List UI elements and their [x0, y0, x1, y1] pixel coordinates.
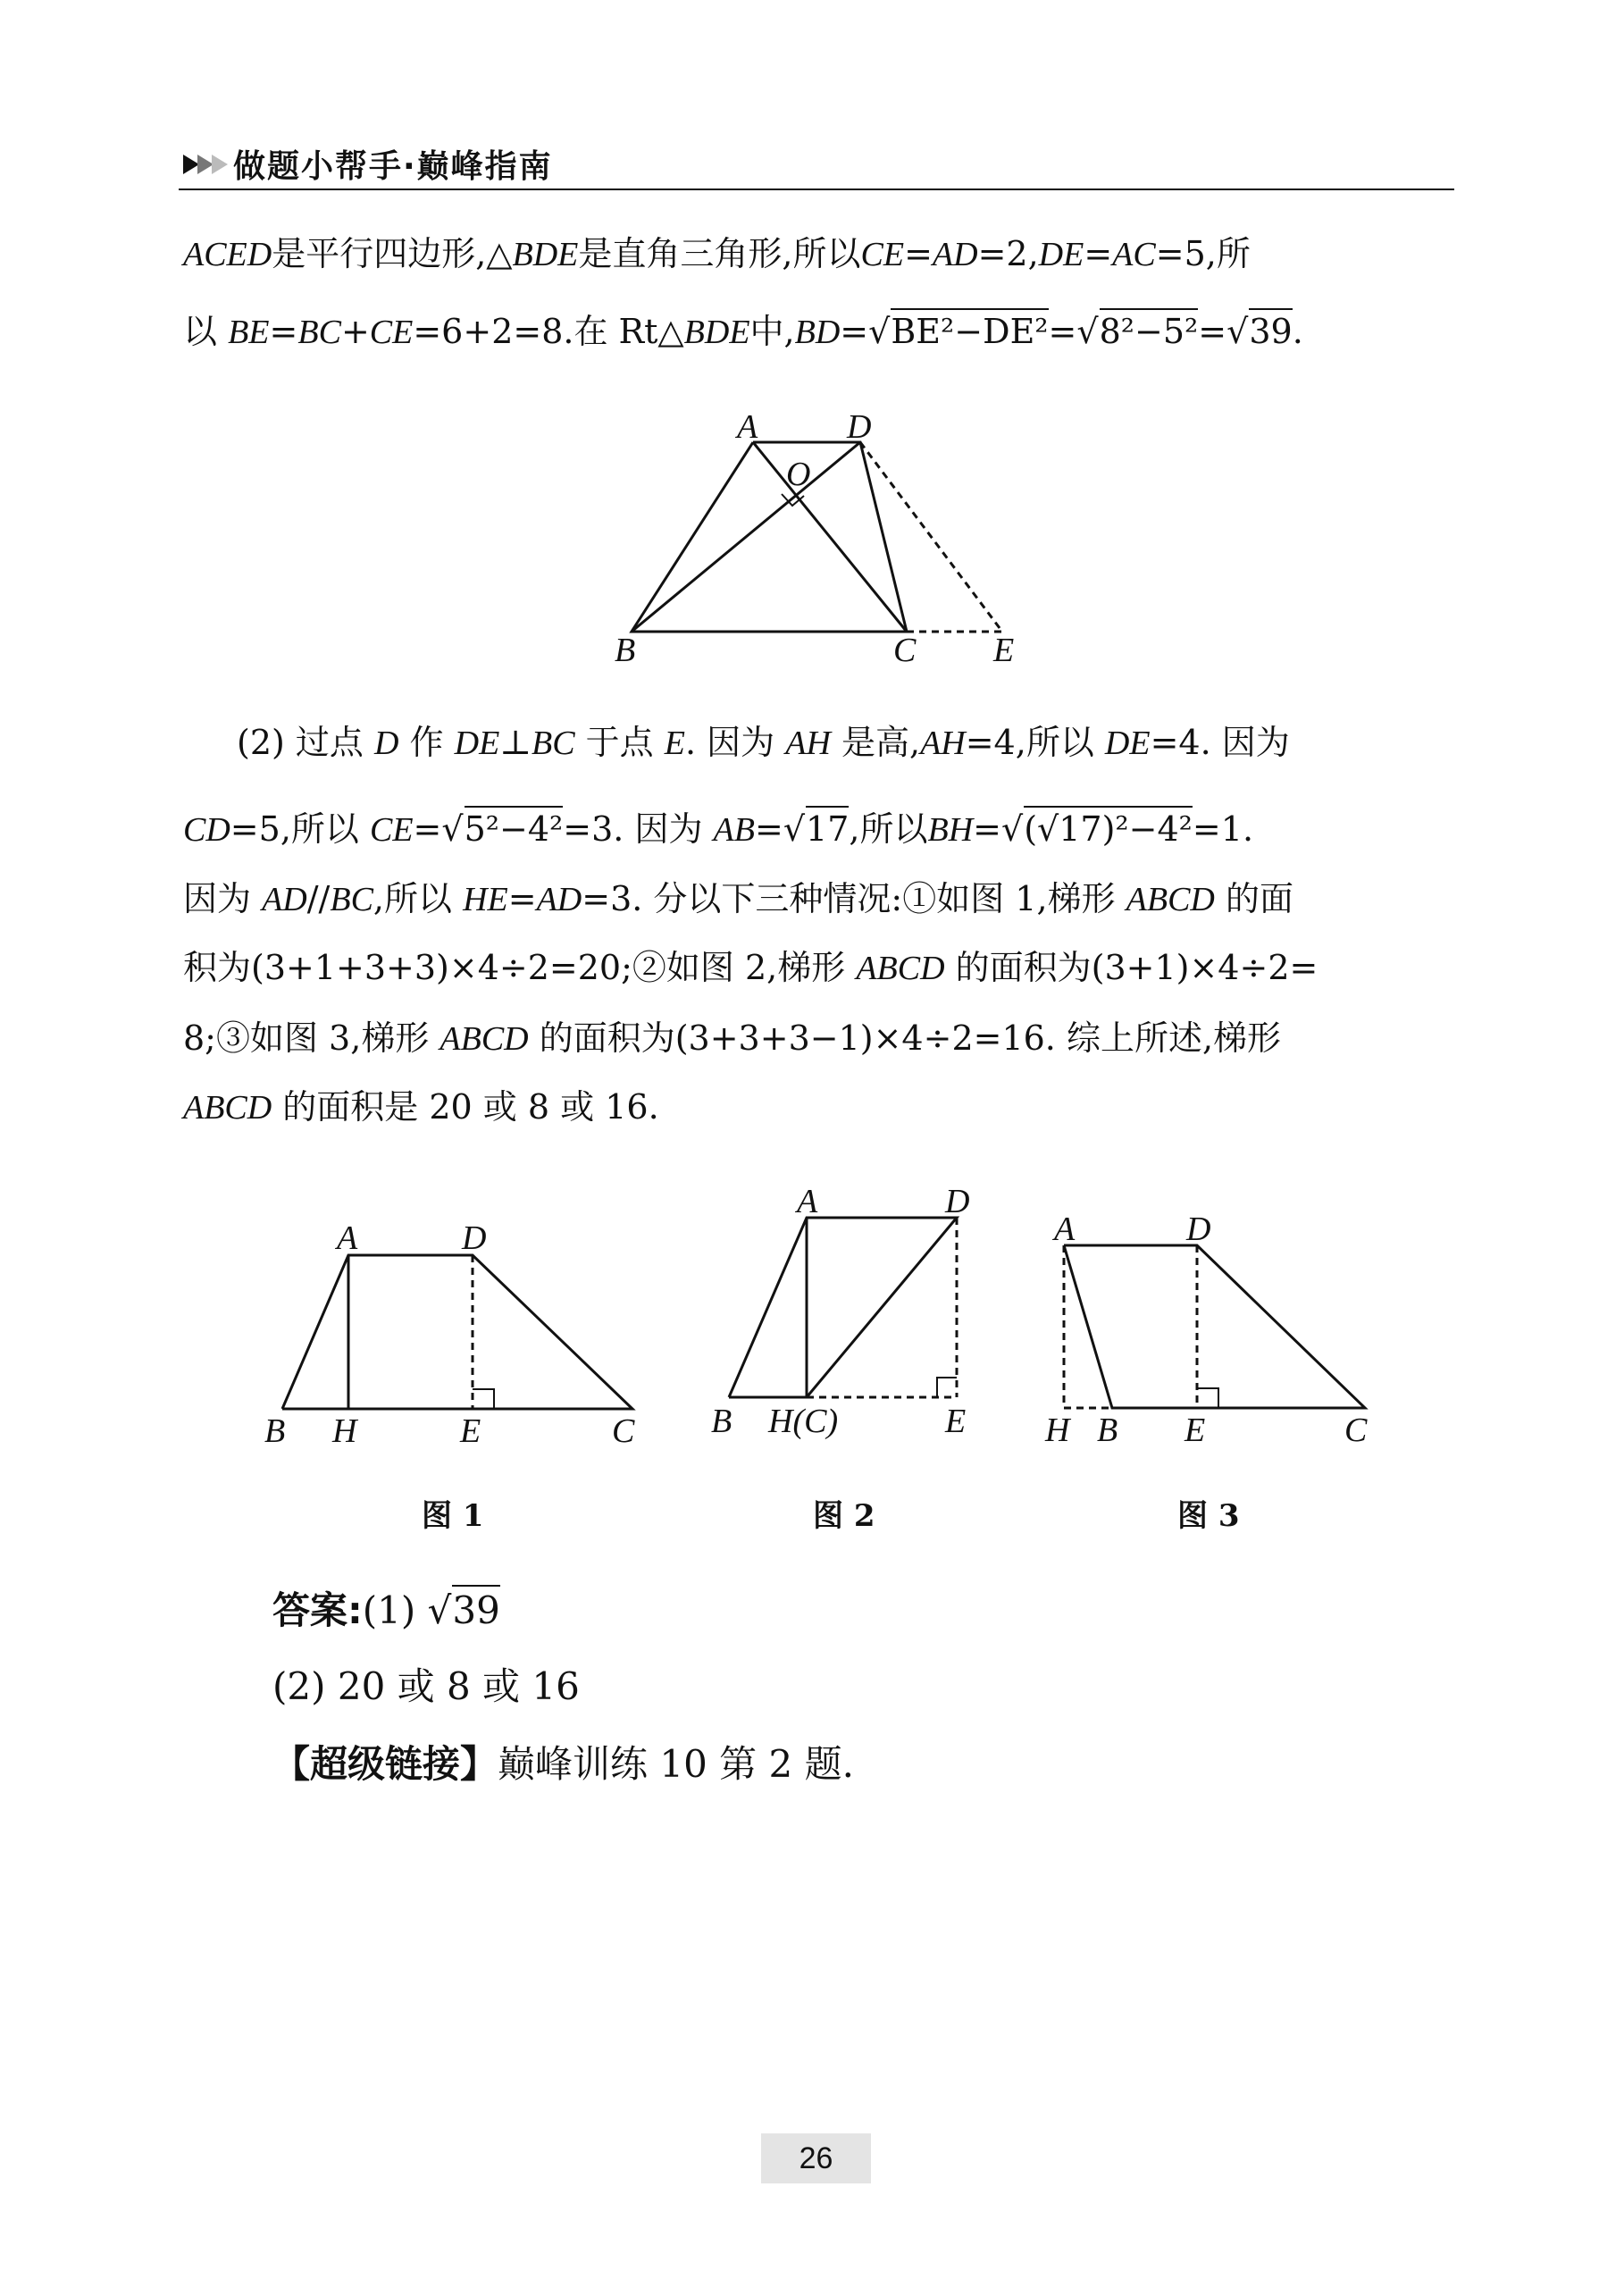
header-title: 做题小帮手·巅峰指南: [233, 148, 553, 185]
math-variable: BH: [927, 811, 974, 849]
math-variable: ACED: [183, 236, 272, 273]
radicand: (√17)²−4²: [1024, 806, 1193, 849]
math-variable: BDE: [683, 314, 750, 351]
text-segment: =√: [1198, 312, 1249, 351]
label-E: E: [993, 632, 1015, 669]
math-variable: DE: [454, 725, 500, 762]
math-variable: ABCD: [183, 1089, 272, 1127]
figure-caption: 图 3: [1177, 1498, 1240, 1534]
math-variable: CE: [369, 811, 414, 849]
label-D: D: [945, 1183, 970, 1220]
text-segment: =4,所以: [965, 723, 1105, 762]
radicand: 5²−4²: [465, 806, 564, 849]
math-variable: AH: [920, 725, 966, 762]
math-variable: BC: [297, 314, 341, 351]
text-segment: 8;③如图 3,梯形: [183, 1018, 440, 1058]
radicand: 39: [1249, 308, 1292, 351]
math-variable: ABCD: [439, 1020, 529, 1058]
text-segment: 是高,: [830, 723, 921, 762]
text-segment: (1) √: [362, 1588, 452, 1632]
math-variable: BC: [532, 725, 575, 762]
label-C: C: [1344, 1412, 1368, 1449]
label-H-C: H(C): [768, 1403, 839, 1440]
dashed-de: [860, 442, 1002, 632]
text-segment: ,所以: [849, 809, 928, 849]
text-segment: 作: [398, 723, 455, 762]
label-B: B: [1097, 1412, 1118, 1449]
figure-3-labels: [1044, 1211, 1368, 1534]
figure-1-labels: [264, 1219, 635, 1534]
text-segment: =√: [840, 312, 891, 351]
text-segment: (2) 过点: [237, 723, 374, 762]
text-segment: (2) 20 或 8 或 16: [272, 1664, 580, 1708]
math-variable: BC: [330, 881, 373, 918]
text-segment: 是直角三角形,所以: [578, 234, 861, 273]
text-segment: 于点: [574, 723, 665, 762]
label-D: D: [847, 408, 872, 446]
math-variable: AC: [1112, 236, 1156, 273]
text-segment: =3. 分以下三种情况:①如图 1,梯形: [582, 879, 1126, 918]
math-variable: BDE: [512, 236, 579, 273]
figure-1: [282, 1255, 632, 1409]
page-number: 26: [761, 2133, 871, 2183]
math-variable: CE: [860, 236, 905, 273]
math-variable: AH: [785, 725, 831, 762]
label-D: D: [1186, 1211, 1211, 1248]
label-B: B: [264, 1412, 286, 1450]
label-O: O: [786, 456, 811, 493]
text-segment: 以: [183, 312, 229, 351]
radicand: 17: [806, 806, 849, 849]
label-A: A: [1054, 1211, 1076, 1248]
text-segment: =3. 因为: [563, 809, 714, 849]
text-segment: 因为: [183, 879, 263, 918]
figure-3: [1064, 1245, 1365, 1408]
label-E: E: [460, 1412, 481, 1450]
text-segment: 的面积为(3+1)×4÷2=: [944, 948, 1318, 987]
label-H: H: [332, 1412, 357, 1450]
math-variable: CE: [369, 314, 414, 351]
text-segment: ⊥: [499, 723, 532, 762]
math-variable: D: [374, 725, 399, 762]
trapezoid-abcd: [632, 442, 907, 632]
figure-top: [632, 442, 1002, 632]
math-variable: ABCD: [856, 950, 945, 987]
text-segment: =4. 因为: [1150, 723, 1290, 762]
radicand: BE²−DE²: [891, 308, 1048, 351]
label-H: H: [1045, 1412, 1070, 1449]
text-segment: 的面积为(3+3+3−1)×4÷2=16. 综上所述,梯形: [528, 1018, 1282, 1058]
text-segment: =6+2=8.在 Rt△: [413, 312, 684, 351]
figure-top-labels: [615, 408, 1014, 669]
text-segment: 积为(3+1+3+3)×4÷2=20;②如图 2,梯形: [183, 948, 857, 987]
label-E: E: [1185, 1412, 1206, 1449]
text-segment: 中,: [749, 312, 795, 351]
label-C: C: [612, 1412, 635, 1450]
text-segment: =: [269, 312, 298, 351]
text-segment: . 因为: [684, 723, 786, 762]
label-A: A: [337, 1219, 358, 1257]
math-variable: AD: [262, 881, 307, 918]
text-segment: .: [1292, 312, 1303, 351]
text-segment: =√: [1048, 312, 1099, 351]
label-E: E: [945, 1403, 967, 1440]
math-variable: DE: [1038, 236, 1084, 273]
math-variable: ABCD: [1126, 881, 1215, 918]
math-variable: AD: [932, 236, 978, 273]
text-segment: =: [1084, 234, 1113, 273]
text-segment: =√: [973, 809, 1024, 849]
text-segment: 的面: [1214, 879, 1293, 918]
label-D: D: [462, 1219, 487, 1257]
math-variable: HE: [463, 881, 508, 918]
text-segment: +: [340, 312, 370, 351]
label-C: C: [893, 632, 917, 669]
radicand: 8²−5²: [1100, 308, 1199, 351]
figure-caption: 图 2: [813, 1498, 875, 1534]
text-segment: =5,所: [1155, 234, 1251, 273]
text-segment: =√: [413, 809, 464, 849]
text-segment: //: [306, 879, 331, 918]
radicand: 39: [452, 1585, 499, 1632]
math-variable: E: [664, 725, 685, 762]
math-variable: BE: [228, 314, 270, 351]
text-segment: =: [507, 879, 537, 918]
text-segment: =√: [754, 809, 806, 849]
math-variable: BD: [794, 314, 841, 351]
label-B: B: [615, 632, 636, 669]
math-variable: CD: [183, 811, 230, 849]
text-segment: ,所以: [373, 879, 464, 918]
text-segment: =5,所以: [230, 809, 370, 849]
text-segment: =1.: [1192, 809, 1254, 849]
math-variable: AD: [536, 881, 582, 918]
text-segment: =2,: [977, 234, 1039, 273]
label-A: A: [737, 408, 758, 446]
figure-2: [729, 1218, 957, 1397]
math-variable: AB: [713, 811, 755, 849]
label-B: B: [711, 1403, 732, 1440]
text-segment: 是平行四边形,△: [272, 234, 513, 273]
figure-caption: 图 1: [422, 1498, 484, 1534]
text-segment: 答案:: [272, 1588, 363, 1632]
text-segment: 【超级链接】: [272, 1742, 498, 1786]
text-segment: =: [904, 234, 933, 273]
text-segment: 的面积是 20 或 8 或 16.: [272, 1087, 659, 1127]
text-segment: 巅峰训练 10 第 2 题.: [498, 1742, 854, 1786]
math-variable: DE: [1104, 725, 1151, 762]
label-A: A: [797, 1183, 818, 1220]
diagonal-bd: [632, 442, 860, 632]
